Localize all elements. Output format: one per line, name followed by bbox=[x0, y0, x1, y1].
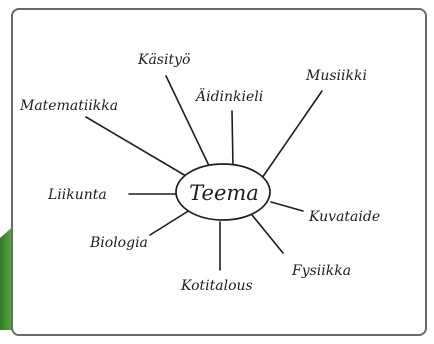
connector-aidinkieli bbox=[232, 111, 233, 168]
topic-label-fysiikka: Fysiikka bbox=[292, 263, 352, 279]
topic-label-kasityo: Käsityö bbox=[138, 52, 191, 68]
topic-label-musiikki: Musiikki bbox=[306, 68, 367, 84]
topic-label-kuvataide: Kuvataide bbox=[309, 209, 381, 225]
topic-label-liikunta: Liikunta bbox=[48, 187, 107, 203]
topic-label-biologia: Biologia bbox=[90, 235, 148, 251]
topic-label-kotitalous: Kotitalous bbox=[181, 278, 253, 294]
center-topic-label: Teema bbox=[189, 181, 259, 205]
topic-label-aidinkieli: Äidinkieli bbox=[196, 89, 264, 105]
topic-label-matematiikka: Matematiikka bbox=[20, 98, 119, 114]
